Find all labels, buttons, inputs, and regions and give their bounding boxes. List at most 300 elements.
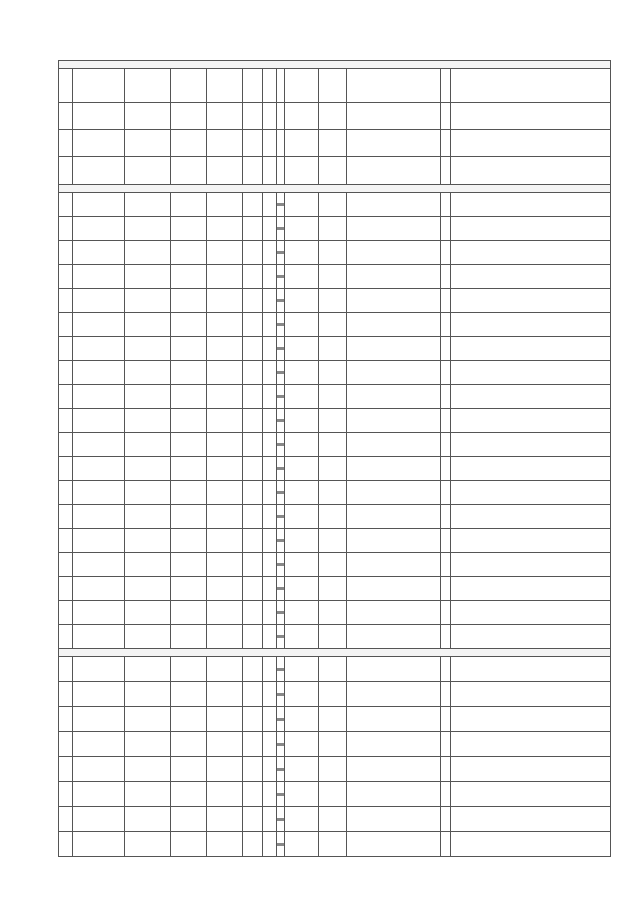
blank-cell — [441, 130, 451, 157]
cell-address — [73, 481, 125, 505]
cell-owner — [347, 657, 441, 682]
cell-coords — [171, 657, 207, 682]
cell-owner — [347, 217, 441, 241]
cell-qty — [263, 807, 277, 832]
cell-owner — [347, 157, 441, 185]
cell-place — [125, 832, 171, 857]
stacked-subcell — [277, 277, 284, 278]
cell-coords — [171, 832, 207, 857]
stacked-subcells — [277, 203, 284, 206]
cell-count — [285, 481, 319, 505]
cell-count — [285, 505, 319, 529]
cell-surface — [207, 529, 243, 553]
blank-cell — [441, 313, 451, 337]
cell-address — [73, 757, 125, 782]
cell-surface — [207, 657, 243, 682]
cell-place — [125, 313, 171, 337]
cell-count — [285, 265, 319, 289]
cell-num — [59, 682, 73, 707]
cell-address — [73, 577, 125, 601]
cell-count — [285, 732, 319, 757]
section-title — [59, 61, 611, 69]
cell-sources — [451, 707, 611, 732]
cell-num — [59, 529, 73, 553]
table-row — [59, 289, 611, 313]
cell-surface — [207, 313, 243, 337]
cell-coords — [171, 265, 207, 289]
stacked-subcells — [277, 467, 284, 470]
cell-place — [125, 601, 171, 625]
cell-qty — [263, 457, 277, 481]
cell-address — [73, 529, 125, 553]
table-row — [59, 69, 611, 103]
cell-address — [73, 265, 125, 289]
cell-sources — [451, 682, 611, 707]
cell-vol — [319, 601, 347, 625]
cell-num — [59, 265, 73, 289]
cell-surface — [207, 682, 243, 707]
cell-count — [285, 577, 319, 601]
cell-place — [125, 217, 171, 241]
stacked-subcells — [277, 323, 284, 326]
cell-sources — [451, 103, 611, 130]
cell-area — [243, 577, 263, 601]
cell-sources — [451, 217, 611, 241]
stacked-cell — [277, 103, 285, 130]
stacked-subcells — [277, 635, 284, 638]
cell-qty — [263, 433, 277, 457]
stacked-subcells — [277, 587, 284, 590]
blank-cell — [441, 103, 451, 130]
cell-count — [285, 782, 319, 807]
cell-owner — [347, 337, 441, 361]
stacked-subcells — [277, 443, 284, 446]
cell-owner — [347, 103, 441, 130]
stacked-subcell — [277, 493, 284, 494]
table-row — [59, 757, 611, 782]
cell-address — [73, 217, 125, 241]
cell-surface — [207, 265, 243, 289]
stacked-subcells — [277, 347, 284, 350]
blank-cell — [441, 782, 451, 807]
table-row — [59, 832, 611, 857]
cell-coords — [171, 103, 207, 130]
cell-vol — [319, 457, 347, 481]
cell-coords — [171, 193, 207, 217]
cell-coords — [171, 337, 207, 361]
cell-sources — [451, 69, 611, 103]
cell-address — [73, 682, 125, 707]
cell-sources — [451, 385, 611, 409]
cell-num — [59, 757, 73, 782]
cell-vol — [319, 577, 347, 601]
cell-area — [243, 433, 263, 457]
cell-num — [59, 577, 73, 601]
cell-area — [243, 481, 263, 505]
cell-place — [125, 807, 171, 832]
cell-vol — [319, 409, 347, 433]
cell-vol — [319, 625, 347, 649]
cell-count — [285, 553, 319, 577]
cell-surface — [207, 433, 243, 457]
section-title — [59, 185, 611, 193]
blank-cell — [441, 553, 451, 577]
section-banner-row — [59, 649, 611, 657]
cell-coords — [171, 553, 207, 577]
cell-num — [59, 130, 73, 157]
cell-qty — [263, 707, 277, 732]
cell-place — [125, 409, 171, 433]
cell-vol — [319, 313, 347, 337]
cell-vol — [319, 553, 347, 577]
stacked-cell — [277, 757, 285, 782]
cell-vol — [319, 69, 347, 103]
cell-num — [59, 481, 73, 505]
cell-qty — [263, 757, 277, 782]
blank-cell — [441, 505, 451, 529]
cell-owner — [347, 193, 441, 217]
cell-area — [243, 732, 263, 757]
cell-owner — [347, 313, 441, 337]
cell-count — [285, 457, 319, 481]
blank-cell — [441, 807, 451, 832]
stacked-subcells — [277, 419, 284, 422]
cell-place — [125, 241, 171, 265]
cell-coords — [171, 481, 207, 505]
table-row — [59, 529, 611, 553]
blank-cell — [441, 707, 451, 732]
cell-address — [73, 832, 125, 857]
cell-surface — [207, 505, 243, 529]
cell-qty — [263, 505, 277, 529]
cell-num — [59, 337, 73, 361]
cell-coords — [171, 289, 207, 313]
cell-surface — [207, 385, 243, 409]
stacked-subcells — [277, 743, 284, 746]
stacked-subcell — [277, 325, 284, 326]
stacked-cell — [277, 337, 285, 361]
cell-surface — [207, 69, 243, 103]
cell-sources — [451, 553, 611, 577]
cell-owner — [347, 130, 441, 157]
cell-sources — [451, 193, 611, 217]
cell-vol — [319, 707, 347, 732]
blank-cell — [441, 69, 451, 103]
blank-cell — [441, 217, 451, 241]
blank-cell — [441, 433, 451, 457]
cell-vol — [319, 361, 347, 385]
stacked-subcells — [277, 693, 284, 696]
cell-qty — [263, 313, 277, 337]
cell-address — [73, 193, 125, 217]
cell-qty — [263, 682, 277, 707]
cell-area — [243, 69, 263, 103]
stacked-subcells — [277, 793, 284, 796]
cell-place — [125, 707, 171, 732]
stacked-subcells — [277, 515, 284, 518]
stacked-subcells — [277, 843, 284, 846]
table-row — [59, 807, 611, 832]
cell-address — [73, 157, 125, 185]
stacked-subcells — [277, 395, 284, 398]
cell-area — [243, 289, 263, 313]
cell-qty — [263, 265, 277, 289]
cell-owner — [347, 361, 441, 385]
stacked-cell — [277, 481, 285, 505]
cell-place — [125, 130, 171, 157]
cell-address — [73, 130, 125, 157]
stacked-cell — [277, 505, 285, 529]
cell-area — [243, 157, 263, 185]
cell-place — [125, 553, 171, 577]
cell-place — [125, 69, 171, 103]
cell-surface — [207, 289, 243, 313]
cell-place — [125, 289, 171, 313]
cell-num — [59, 732, 73, 757]
cell-coords — [171, 601, 207, 625]
stacked-cell — [277, 577, 285, 601]
cell-address — [73, 707, 125, 732]
cell-owner — [347, 241, 441, 265]
cell-sources — [451, 481, 611, 505]
stacked-cell — [277, 289, 285, 313]
stacked-subcell — [277, 589, 284, 590]
cell-place — [125, 577, 171, 601]
cell-count — [285, 529, 319, 553]
cell-coords — [171, 130, 207, 157]
table-row — [59, 682, 611, 707]
stacked-cell — [277, 682, 285, 707]
cell-count — [285, 409, 319, 433]
cell-vol — [319, 337, 347, 361]
cell-vol — [319, 433, 347, 457]
cell-owner — [347, 385, 441, 409]
cell-coords — [171, 241, 207, 265]
cell-num — [59, 193, 73, 217]
cell-address — [73, 313, 125, 337]
cell-surface — [207, 457, 243, 481]
cell-vol — [319, 265, 347, 289]
cell-area — [243, 657, 263, 682]
cell-count — [285, 832, 319, 857]
blank-cell — [441, 682, 451, 707]
stacked-cell — [277, 217, 285, 241]
section-banner-row — [59, 61, 611, 69]
cell-owner — [347, 577, 441, 601]
cell-num — [59, 433, 73, 457]
table-row — [59, 157, 611, 185]
cell-surface — [207, 481, 243, 505]
cell-coords — [171, 361, 207, 385]
cell-vol — [319, 657, 347, 682]
cell-sources — [451, 807, 611, 832]
table-row — [59, 732, 611, 757]
cell-qty — [263, 481, 277, 505]
table-row — [59, 505, 611, 529]
stacked-cell — [277, 832, 285, 857]
cell-sources — [451, 601, 611, 625]
cell-address — [73, 385, 125, 409]
cell-vol — [319, 193, 347, 217]
cell-vol — [319, 505, 347, 529]
cell-surface — [207, 217, 243, 241]
cell-area — [243, 832, 263, 857]
table-row — [59, 553, 611, 577]
cell-qty — [263, 832, 277, 857]
cell-qty — [263, 69, 277, 103]
cell-coords — [171, 732, 207, 757]
cell-place — [125, 361, 171, 385]
cell-vol — [319, 832, 347, 857]
cell-place — [125, 782, 171, 807]
cell-sources — [451, 337, 611, 361]
cell-num — [59, 103, 73, 130]
blank-cell — [441, 289, 451, 313]
cell-vol — [319, 385, 347, 409]
cell-sources — [451, 505, 611, 529]
cell-sources — [451, 657, 611, 682]
cell-vol — [319, 130, 347, 157]
cell-area — [243, 553, 263, 577]
cell-count — [285, 625, 319, 649]
cell-owner — [347, 807, 441, 832]
cell-qty — [263, 782, 277, 807]
cell-owner — [347, 289, 441, 313]
cell-count — [285, 313, 319, 337]
cell-area — [243, 130, 263, 157]
stacked-subcell — [277, 795, 284, 796]
cell-area — [243, 707, 263, 732]
cell-owner — [347, 69, 441, 103]
stacked-subcell — [277, 421, 284, 422]
cell-coords — [171, 529, 207, 553]
cell-vol — [319, 807, 347, 832]
blank-cell — [441, 193, 451, 217]
stacked-subcells — [277, 718, 284, 721]
cell-coords — [171, 625, 207, 649]
cell-address — [73, 807, 125, 832]
cell-num — [59, 505, 73, 529]
cell-surface — [207, 757, 243, 782]
stacked-cell — [277, 157, 285, 185]
cell-sources — [451, 289, 611, 313]
stacked-cell — [277, 625, 285, 649]
stacked-subcells — [277, 299, 284, 302]
stacked-cell — [277, 807, 285, 832]
cell-coords — [171, 409, 207, 433]
cell-qty — [263, 409, 277, 433]
stacked-cell — [277, 313, 285, 337]
table-row — [59, 337, 611, 361]
cell-count — [285, 217, 319, 241]
stacked-cell — [277, 553, 285, 577]
cell-area — [243, 601, 263, 625]
cell-area — [243, 529, 263, 553]
cell-coords — [171, 807, 207, 832]
stacked-subcell — [277, 820, 284, 821]
cell-surface — [207, 577, 243, 601]
cell-coords — [171, 782, 207, 807]
cell-count — [285, 361, 319, 385]
section-banner-row — [59, 185, 611, 193]
cell-surface — [207, 130, 243, 157]
cell-coords — [171, 313, 207, 337]
cell-qty — [263, 193, 277, 217]
stacked-cell — [277, 433, 285, 457]
cell-vol — [319, 529, 347, 553]
cell-surface — [207, 601, 243, 625]
cell-area — [243, 337, 263, 361]
cell-vol — [319, 682, 347, 707]
cell-coords — [171, 505, 207, 529]
cell-count — [285, 337, 319, 361]
blank-cell — [441, 625, 451, 649]
cell-surface — [207, 707, 243, 732]
blank-cell — [441, 361, 451, 385]
cell-owner — [347, 757, 441, 782]
cell-vol — [319, 289, 347, 313]
cell-place — [125, 337, 171, 361]
cell-surface — [207, 625, 243, 649]
cell-area — [243, 103, 263, 130]
stacked-subcells — [277, 611, 284, 614]
cell-coords — [171, 457, 207, 481]
stacked-subcells — [277, 768, 284, 771]
stacked-cell — [277, 782, 285, 807]
cell-qty — [263, 553, 277, 577]
blank-cell — [441, 577, 451, 601]
cell-qty — [263, 217, 277, 241]
cell-place — [125, 433, 171, 457]
cell-vol — [319, 757, 347, 782]
cell-vol — [319, 782, 347, 807]
cell-surface — [207, 732, 243, 757]
cell-address — [73, 601, 125, 625]
table-row — [59, 265, 611, 289]
cell-address — [73, 69, 125, 103]
cell-owner — [347, 409, 441, 433]
cell-owner — [347, 529, 441, 553]
blank-cell — [441, 385, 451, 409]
cell-sources — [451, 409, 611, 433]
cell-num — [59, 361, 73, 385]
cell-vol — [319, 481, 347, 505]
cell-area — [243, 241, 263, 265]
cell-sources — [451, 782, 611, 807]
cell-owner — [347, 457, 441, 481]
table-row — [59, 385, 611, 409]
cell-qty — [263, 625, 277, 649]
stacked-subcell — [277, 253, 284, 254]
cell-qty — [263, 732, 277, 757]
stacked-cell — [277, 732, 285, 757]
cell-coords — [171, 757, 207, 782]
stacked-subcell — [277, 565, 284, 566]
blank-cell — [441, 241, 451, 265]
cell-count — [285, 289, 319, 313]
stacked-subcell — [277, 670, 284, 671]
cell-area — [243, 505, 263, 529]
cell-owner — [347, 433, 441, 457]
stacked-subcells — [277, 275, 284, 278]
cell-qty — [263, 577, 277, 601]
document-page — [58, 60, 610, 857]
cell-count — [285, 682, 319, 707]
cell-surface — [207, 832, 243, 857]
cell-surface — [207, 337, 243, 361]
cell-coords — [171, 577, 207, 601]
table-row — [59, 217, 611, 241]
